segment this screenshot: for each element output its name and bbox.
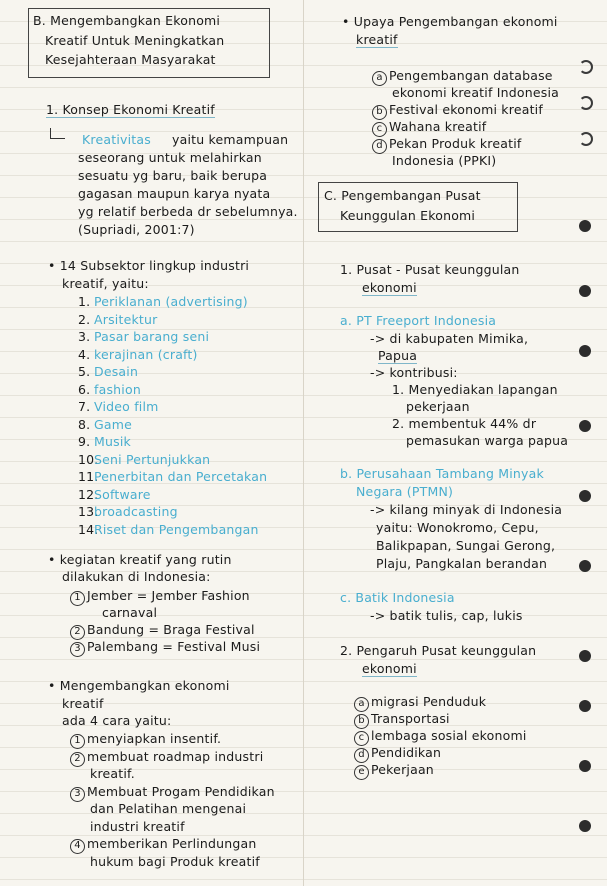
binder-hole-icon xyxy=(579,132,593,146)
upaya-item: Indonesia (PPKI) xyxy=(392,153,497,168)
konsep-heading: 1. Konsep Ekonomi Kreatif xyxy=(46,102,215,117)
kreativitas-def-4: gagasan maupun karya nyata xyxy=(78,186,271,201)
subsektor-number: 8. xyxy=(78,416,91,432)
binder-hole-icon xyxy=(579,220,591,232)
cara-item: kreatif. xyxy=(90,766,135,781)
freeport-line-3: -> kontribusi: xyxy=(370,365,458,380)
circled-letter-icon: d xyxy=(354,748,369,763)
upaya-item: d Pekan Produk kreatif xyxy=(372,136,522,154)
circled-number-icon: 4 xyxy=(70,839,85,854)
circled-number-icon: 3 xyxy=(70,642,85,657)
circled-number-icon: 1 xyxy=(70,734,85,749)
kreativitas-term: Kreativitas xyxy=(82,132,151,147)
ptmn-line-1: -> kilang minyak di Indonesia xyxy=(370,502,563,517)
subsektor-number: 4. xyxy=(78,346,91,362)
subsektor-item: Pasar barang seni xyxy=(94,329,210,344)
subsektor-item: Game xyxy=(94,416,133,432)
circled-letter-icon: c xyxy=(354,731,369,746)
pengaruh-item: b Transportasi xyxy=(354,711,450,729)
ptmn-line-4: Plaju, Pangkalan berandan xyxy=(376,556,548,571)
upaya-item: a Pengembangan database xyxy=(372,68,553,86)
freeport-line-2: Papua xyxy=(378,348,418,363)
subsektor-item: fashion xyxy=(94,381,141,397)
upaya-item: b Festival ekonomi kreatif xyxy=(372,102,543,120)
kreativitas-def-2: seseorang untuk melahirkan xyxy=(78,150,262,165)
freeport-label: a. PT Freeport Indonesia xyxy=(340,313,497,328)
circled-number-icon: 2 xyxy=(70,625,85,640)
circled-letter-icon: e xyxy=(354,765,369,780)
subsektor-item: Musik xyxy=(94,434,131,449)
pengaruh-item: a migrasi Penduduk xyxy=(354,694,486,712)
cara-item: 1 menyiapkan insentif. xyxy=(70,731,221,749)
column-divider xyxy=(303,0,304,886)
binder-hole-icon xyxy=(579,700,591,712)
binder-hole-icon xyxy=(579,96,593,110)
subsektor-intro-1: • 14 Subsektor lingkup industri xyxy=(48,258,250,273)
kegiatan-item: 2 Bandung = Braga Festival xyxy=(70,622,255,640)
subsektor-number: 12. xyxy=(78,486,99,502)
section-c-title-line-1: C. Pengembangan Pusat xyxy=(324,188,481,203)
kreativitas-def-1: yaitu kemampuan xyxy=(172,132,289,147)
subsektor-number: 6. xyxy=(78,381,91,397)
ptmn-label-1: b. Perusahaan Tambang Minyak xyxy=(340,466,544,481)
subsektor-item: Riset dan Pengembangan xyxy=(94,521,259,537)
binder-hole-icon xyxy=(579,420,591,432)
mengembangkan-intro-3: ada 4 cara yaitu: xyxy=(62,713,172,728)
kegiatan-item: carnaval xyxy=(102,605,158,620)
binder-hole-icon xyxy=(579,345,591,357)
subsektor-item: kerajinan (craft) xyxy=(94,346,198,362)
upaya-item: ekonomi kreatif Indonesia xyxy=(392,85,559,100)
ptmn-line-2: yaitu: Wonokromo, Cepu, xyxy=(376,520,539,535)
circled-number-icon: 3 xyxy=(70,787,85,802)
binder-holes xyxy=(579,60,601,880)
upaya-heading-2: kreatif xyxy=(356,32,398,47)
subsektor-item: Desain xyxy=(94,364,139,379)
binder-hole-icon xyxy=(579,560,591,572)
kreativitas-def-3: sesuatu yg baru, baik berupa xyxy=(78,168,268,183)
kegiatan-intro-1: • kegiatan kreatif yang rutin xyxy=(48,552,232,567)
subsektor-item: Seni Pertunjukkan xyxy=(94,451,211,467)
subsektor-number: 9. xyxy=(78,434,91,449)
circled-number-icon: 1 xyxy=(70,591,85,606)
circled-letter-icon: d xyxy=(372,139,387,154)
cara-item: dan Pelatihan mengenai xyxy=(90,801,247,816)
ptmn-line-3: Balikpapan, Sungai Gerong, xyxy=(376,538,556,553)
circled-number-icon: 2 xyxy=(70,752,85,767)
subsektor-number: 1. xyxy=(78,294,91,309)
kegiatan-item: 1 Jember = Jember Fashion xyxy=(70,588,250,606)
binder-hole-icon xyxy=(579,650,591,662)
circled-letter-icon: c xyxy=(372,122,387,137)
cara-item: hukum bagi Produk kreatif xyxy=(90,853,260,869)
kreativitas-def-5: yg relatif berbeda dr sebelumnya. xyxy=(78,204,298,219)
ptmn-label-2: Negara (PTMN) xyxy=(356,484,454,499)
subsektor-number: 5. xyxy=(78,364,91,379)
kegiatan-intro-2: dilakukan di Indonesia: xyxy=(62,569,211,584)
binder-hole-icon xyxy=(579,490,591,502)
subsektor-number: 3. xyxy=(78,329,91,344)
binder-hole-icon xyxy=(579,285,591,297)
mengembangkan-intro-1: • Mengembangkan ekonomi xyxy=(48,678,230,693)
kontribusi-2: 2. membentuk 44% dr xyxy=(392,416,537,431)
pengaruh-item: d Pendidikan xyxy=(354,745,441,763)
pengaruh-item: c lembaga sosial ekonomi xyxy=(354,728,527,746)
subsektor-number: 14. xyxy=(78,521,99,537)
subsektor-item: Software xyxy=(94,486,151,502)
freeport-line-1: -> di kabupaten Mimika, xyxy=(370,331,529,346)
arrow-icon xyxy=(50,128,65,139)
pengaruh-item: e Pekerjaan xyxy=(354,762,434,780)
subsektor-item: broadcasting xyxy=(94,504,178,519)
batik-label: c. Batik Indonesia xyxy=(340,590,455,605)
section-c-title-line-2: Keunggulan Ekonomi xyxy=(340,208,476,223)
subsektor-number: 11. xyxy=(78,469,99,484)
kontribusi-1: 1. Menyediakan lapangan xyxy=(392,382,558,397)
section-b-title-line-1: B. Mengembangkan Ekonomi xyxy=(33,13,221,28)
kontribusi-2b: pemasukan warga papua xyxy=(406,433,569,448)
circled-letter-icon: b xyxy=(372,105,387,120)
subsektor-item: Arsitektur xyxy=(94,311,158,327)
subsektor-intro-2: kreatif, yaitu: xyxy=(62,276,149,291)
upaya-heading-1: • Upaya Pengembangan ekonomi xyxy=(342,14,558,29)
kegiatan-item: 3 Palembang = Festival Musi xyxy=(70,639,260,657)
circled-letter-icon: a xyxy=(372,71,387,86)
subsektor-item: Video film xyxy=(94,399,159,414)
kreativitas-citation: (Supriadi, 2001:7) xyxy=(78,222,195,237)
batik-line-1: -> batik tulis, cap, lukis xyxy=(370,608,523,623)
binder-hole-icon xyxy=(579,60,593,74)
cara-item: 2 membuat roadmap industri xyxy=(70,749,263,767)
mengembangkan-intro-2: kreatif xyxy=(62,696,104,711)
subsektor-number: 13. xyxy=(78,504,99,519)
upaya-item: c Wahana kreatif xyxy=(372,119,486,137)
cara-item: 3 Membuat Progam Pendidikan xyxy=(70,784,275,802)
cara-item: 4 memberikan Perlindungan xyxy=(70,836,257,854)
pengaruh-heading-2: ekonomi xyxy=(362,661,417,676)
cara-item: industri kreatif xyxy=(90,818,185,834)
subsektor-item: Periklanan (advertising) xyxy=(94,294,248,309)
binder-hole-icon xyxy=(579,760,591,772)
subsektor-number: 2. xyxy=(78,311,91,327)
pengaruh-heading-1: 2. Pengaruh Pusat keunggulan xyxy=(340,643,537,658)
pusat-heading-1: 1. Pusat - Pusat keunggulan xyxy=(340,262,520,277)
section-b-title-line-2: Kreatif Untuk Meningkatkan xyxy=(45,33,225,48)
pusat-heading-2: ekonomi xyxy=(362,280,417,295)
subsektor-number: 10. xyxy=(78,451,99,467)
circled-letter-icon: b xyxy=(354,714,369,729)
binder-hole-icon xyxy=(579,820,591,832)
subsektor-item: Penerbitan dan Percetakan xyxy=(94,469,268,484)
section-b-title-line-3: Kesejahteraan Masyarakat xyxy=(45,52,216,67)
circled-letter-icon: a xyxy=(354,697,369,712)
subsektor-number: 7. xyxy=(78,399,91,414)
kontribusi-1b: pekerjaan xyxy=(406,399,470,414)
